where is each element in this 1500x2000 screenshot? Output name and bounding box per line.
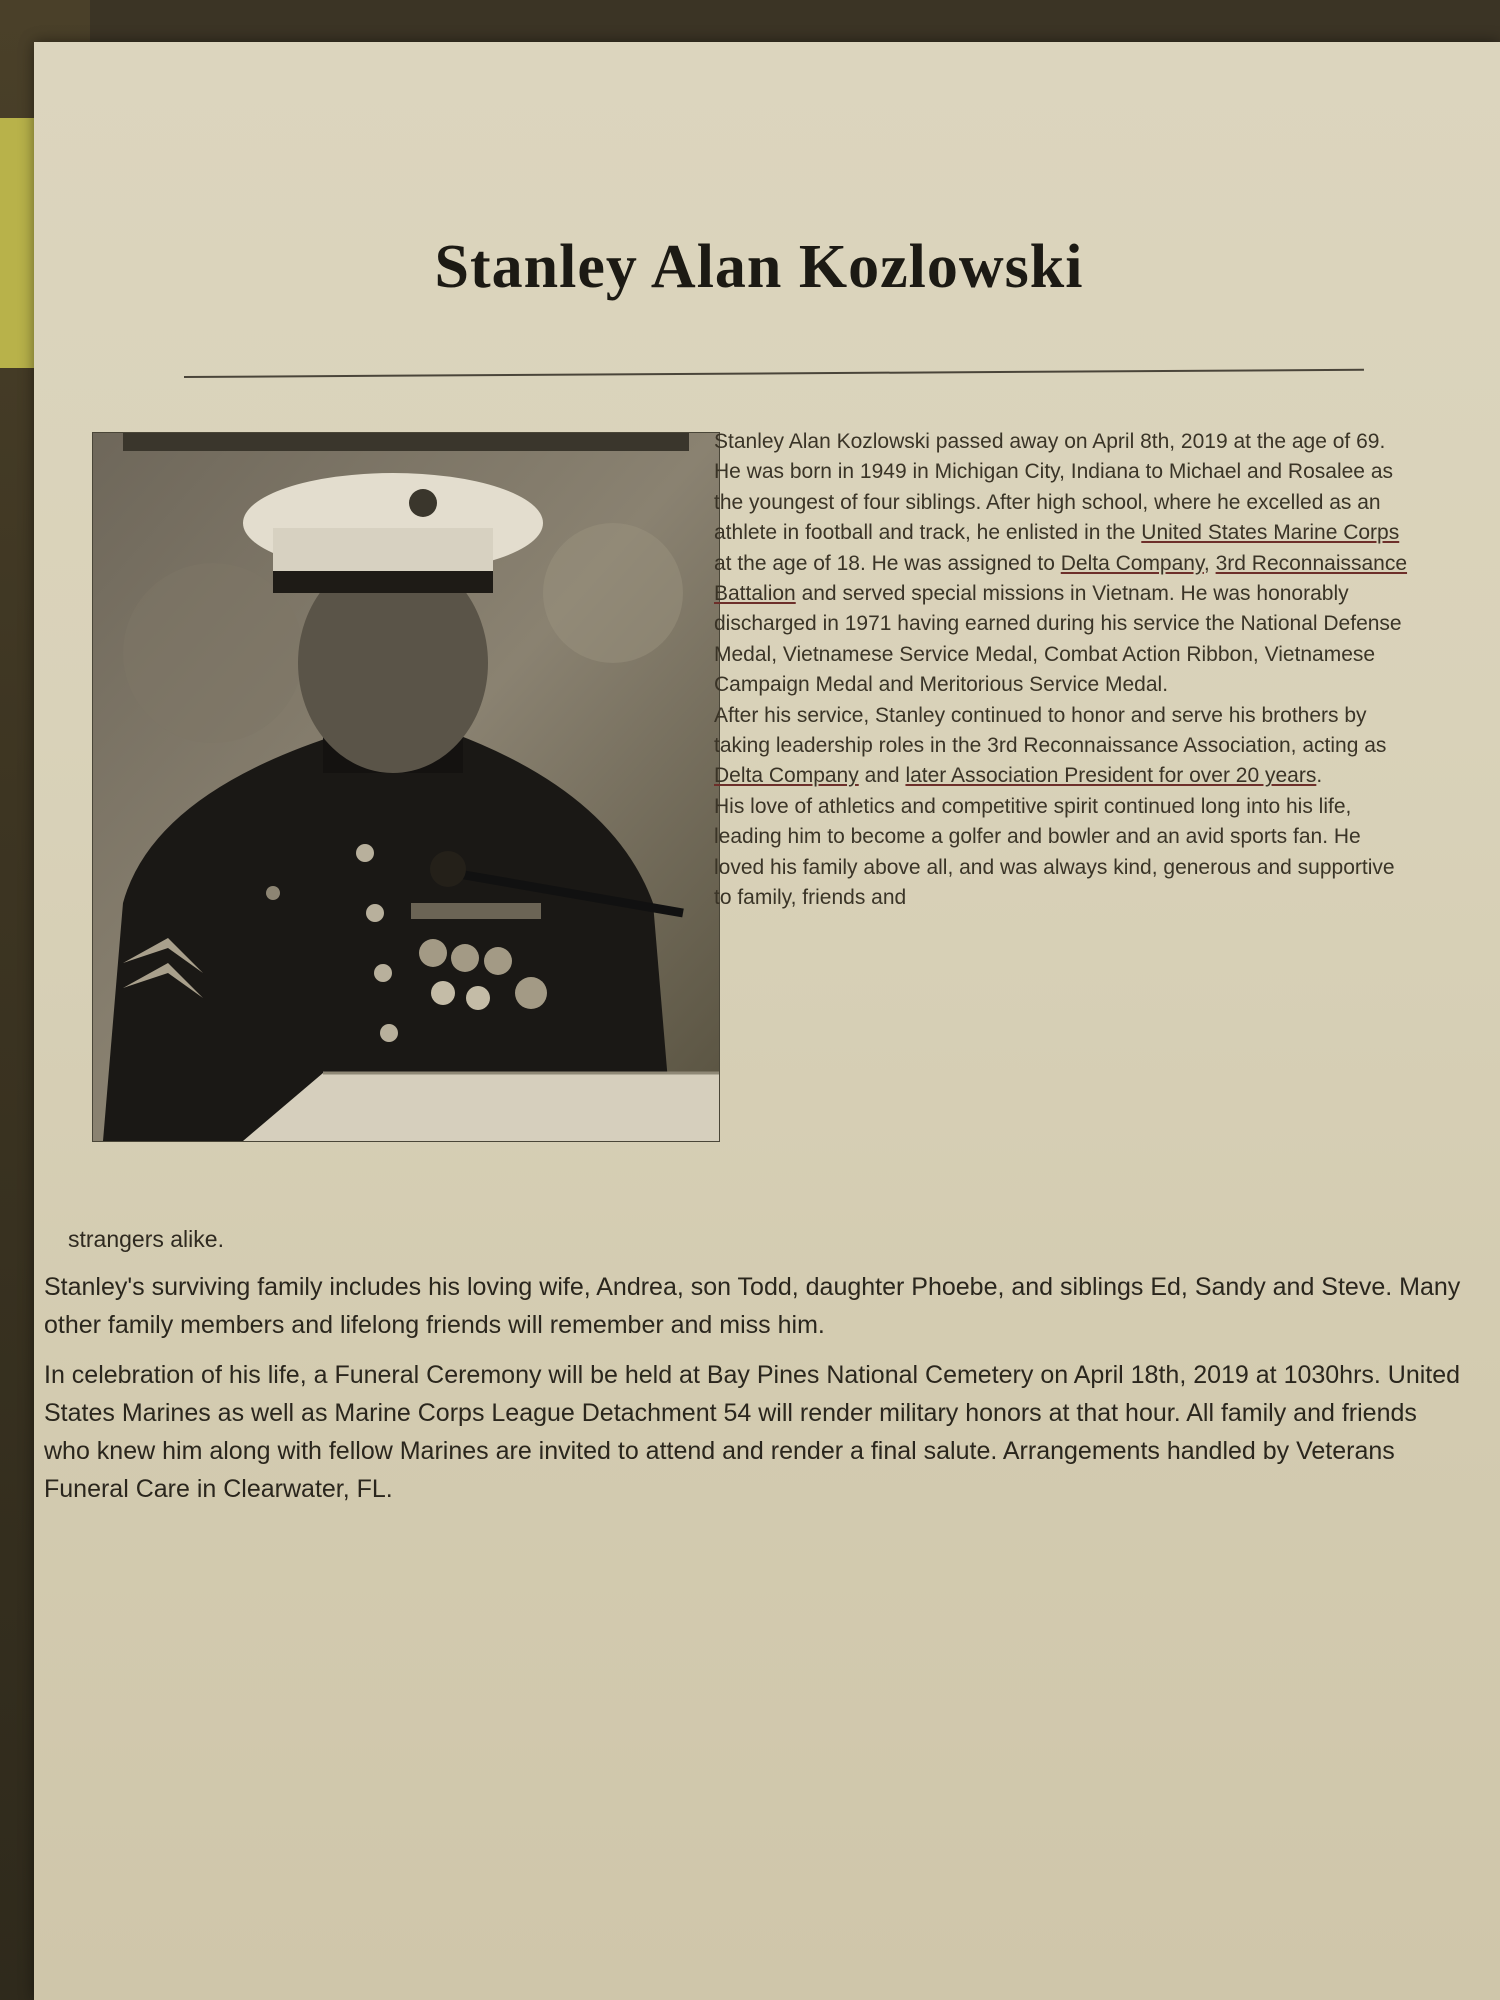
bio-text: After his service, Stanley continued to honor and serve his brothers by taking leadership roles in the 3rd Reconnaissance Association, acting as xyxy=(714,703,1387,758)
ceremony-paragraph: In celebration of his life, a Funeral Ceremony will be held at Bay Pines National Cemetery on April 18th, 2019 at 1030hrs. United States Marines as well as Marine Corps League Detachment 54 will render military honors at that hour. All family and friends who knew him along with fellow Marines are invited to attend and render a final salute. Arrangements handled by Veterans Funeral Care in Clearwater, FL. xyxy=(44,1361,1461,1503)
bio-text: and xyxy=(858,764,906,788)
bio-paragraph-3: His love of athletics and competitive spirit continued long into his life, leading him to become a golfer and bowler and an avid sports fan. He loved his family above all, and was always kind, generous and supportive to family, friends and xyxy=(714,794,1395,910)
marine-portrait-photo xyxy=(92,432,720,1142)
bio-paragraph-2 xyxy=(714,701,1414,792)
delta-company-underlined-text: Delta Company xyxy=(714,764,859,788)
bio-paragraph-1 xyxy=(714,427,1414,701)
title-divider xyxy=(184,369,1364,378)
bio-text: at the age of 18. He was assigned to xyxy=(714,551,1061,575)
page-title: Stanley Alan Kozlowski xyxy=(434,233,1084,301)
bio-continuation: strangers alike. xyxy=(68,1226,224,1252)
biography-column xyxy=(714,427,1414,914)
bio-text: , xyxy=(1203,551,1216,575)
portrait-illustration xyxy=(93,433,719,1141)
delta-company-underlined-text: Delta Company xyxy=(1060,551,1204,575)
usmc-underlined-text: United States Marine Corps xyxy=(1141,521,1400,545)
bio-text: Stanley Alan Kozlowski passed away on April 8th, 2019 at the age of 69. He was born in 1949 in Michigan City, Indiana to Michael and Rosalee as the youngest of four siblings. After high school, where he excelled as an athlete in football and track, he enlisted in the xyxy=(714,430,1393,545)
obituary-page xyxy=(34,42,1500,2000)
bio-text: . xyxy=(1316,764,1323,788)
president-underlined-text: later Association President for over 20 years xyxy=(905,764,1317,788)
recon-underlined-text: 3rd Reconnaissance xyxy=(1215,551,1408,575)
bio-text: and served special missions in Vietnam. He was honorably discharged in 1971 having earned during his service the National Defense Medal, Vietnamese Service Medal, Combat Action Ribbon, Vietnamese Campaign Medal and Meritorious Service Medal. xyxy=(714,582,1402,697)
battalion-underlined-text: Battalion xyxy=(714,582,796,606)
family-paragraph: Stanley's surviving family includes his loving wife, Andrea, son Todd, daughter Phoebe, and siblings Ed, Sandy and Steve. Many other family members and lifelong friends will remember and miss him. xyxy=(44,1273,1461,1339)
